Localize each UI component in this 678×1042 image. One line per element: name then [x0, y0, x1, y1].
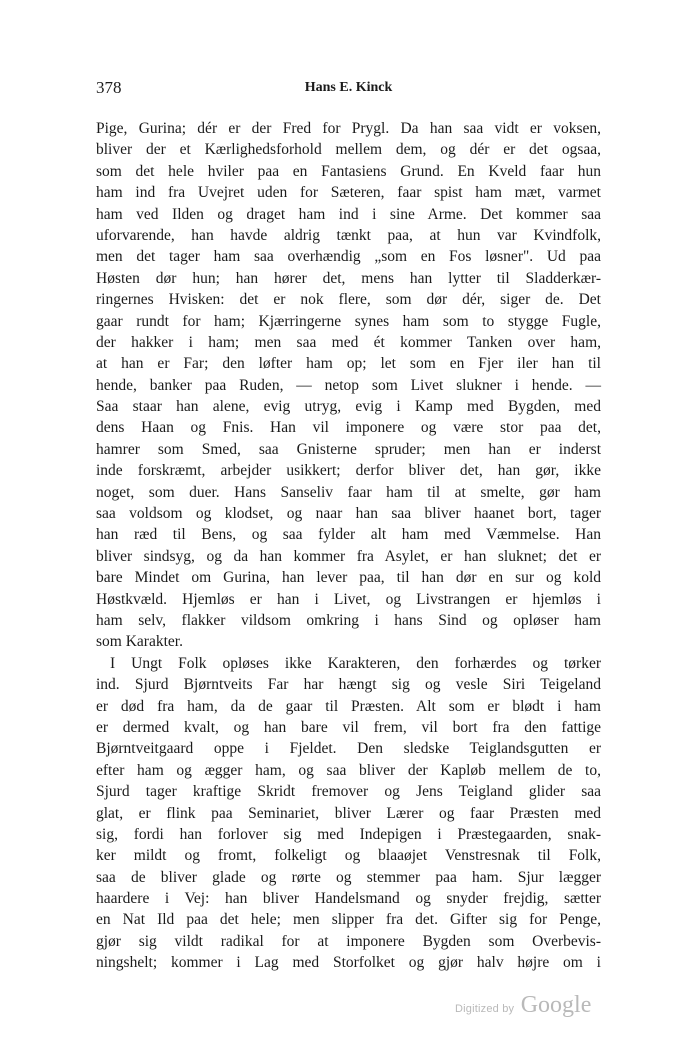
page-number: 378 — [96, 78, 122, 97]
body-text — [96, 118, 601, 974]
text-line: sig, fordi han forlover sig med Indepigen i Præstegaarden, snak- — [96, 825, 601, 843]
text-line: der hakker i ham; men saa med ét kommer Tanken over ham, — [96, 333, 601, 351]
text-line: bare Mindet om Gurina, han lever paa, til han dør en sur og kold — [96, 569, 601, 587]
text-line: ker mildt og fromt, folkeligt og blaaøjet Venstresnak til Folk, — [96, 847, 601, 865]
text-line: glat, er flink paa Seminariet, bliver Lærer og faar Præsten med — [96, 804, 601, 822]
text-line: men det tager ham saa overhændig „som en Fos løsner". Ud paa — [96, 248, 601, 266]
text-line: er død fra ham, da de gaar til Præsten. Alt som er blødt i ham — [96, 697, 601, 715]
text-line: uforvarende, han havde aldrig tænkt paa, at hun var Kvindfolk, — [96, 226, 601, 244]
page-header — [96, 78, 601, 102]
digitized-watermark — [455, 992, 591, 1019]
text-line: er dermed kvalt, og han bare vil frem, vil bort fra den fattige — [96, 718, 601, 736]
text-line: saa voldsom og klodset, og naar han saa bliver haanet bort, tager — [96, 505, 601, 523]
text-line: han ræd til Bens, og saa fylder alt ham med Væmmelse. Han — [96, 526, 601, 544]
text-line: ningshelt; kommer i Lag med Storfolket og gjør halv højre om i — [96, 954, 601, 972]
text-line: dens Haan og Fnis. Han vil imponere og være stor paa det, — [96, 419, 601, 437]
text-line: gaar rundt for ham; Kjærringerne synes ham som to stygge Fugle, — [96, 312, 601, 330]
running-title: Hans E. Kinck — [304, 80, 393, 95]
text-line: ringernes Hvisken: det er nok flere, som dør dér, siger de. Det — [96, 291, 601, 309]
text-line: Høstkvæld. Hjemløs er han i Livet, og Livstrangen er hjemløs i — [96, 590, 601, 608]
text-line: ham ind fra Uvejret uden for Sæteren, faar spist ham mæt, varmet — [96, 184, 601, 202]
text-line: Saa staar han alene, evig utryg, evig i Kamp med Bygden, med — [96, 398, 601, 416]
text-line: som Karakter. — [96, 633, 183, 651]
text-line: ham selv, flakker vildsom omkring i hans Sind og opløser ham — [96, 611, 601, 629]
text-line: bliver sindsyg, og da han kommer fra Asylet, er han sluknet; det er — [96, 547, 601, 565]
text-line: Sjurd tager kraftige Skridt fremover og Jens Teigland glider saa — [96, 783, 601, 801]
text-line: hamrer som Smed, saa Gnisterne spruder; men han er inderst — [96, 440, 601, 458]
text-line: I Ungt Folk opløses ikke Karakteren, den forhærdes og tørker — [110, 654, 601, 672]
text-line: ham ved Ilden og draget ham ind i sine Arme. Det kommer saa — [96, 205, 601, 223]
text-line: at han er Far; den løfter ham op; let som en Fjer iler han til — [96, 355, 601, 373]
google-logo: Google — [520, 992, 592, 1018]
text-line: Bjørntveitgaard oppe i Fjeldet. Den sledske Teiglandsgutten er — [96, 740, 601, 758]
watermark-prefix: Digitized by — [455, 1003, 515, 1015]
text-line: gjør sig vildt radikal for at imponere Bygden som Overbevis- — [96, 932, 601, 950]
text-line: Pige, Gurina; dér er der Fred for Prygl. Da han saa vidt er voksen, — [96, 120, 601, 137]
text-line: efter ham og ægger ham, og saa bliver der Kapløb mellem de to, — [96, 761, 601, 779]
text-line: en Nat Ild paa det hele; men slipper fra det. Gifter sig for Penge, — [96, 911, 601, 929]
text-line: haardere i Vej: han bliver Handelsmand og snyder frejdig, sætter — [96, 890, 601, 908]
text-line: Høsten dør hun; han hører det, mens han lytter til Sladderkær- — [96, 269, 601, 287]
text-line: inde forskræmt, arbejder usikkert; derfor bliver det, han gør, ikke — [96, 462, 601, 480]
text-line: noget, som duer. Hans Sanseliv faar ham til at smelte, gør ham — [96, 483, 601, 501]
text-line: saa de bliver glade og rørte og stemmer paa ham. Sjur lægger — [96, 868, 601, 886]
text-line: hende, banker paa Ruden, — netop som Livet slukner i hende. — — [96, 376, 601, 394]
text-line: som det hele hviler paa en Fantasiens Grund. En Kveld faar hun — [96, 162, 601, 180]
text-line: ind. Sjurd Bjørntveits Far har hængt sig og vesle Siri Teigeland — [96, 676, 601, 694]
text-line: bliver der et Kærlighedsforhold mellem dem, og dér er det ogsaa, — [96, 141, 601, 159]
